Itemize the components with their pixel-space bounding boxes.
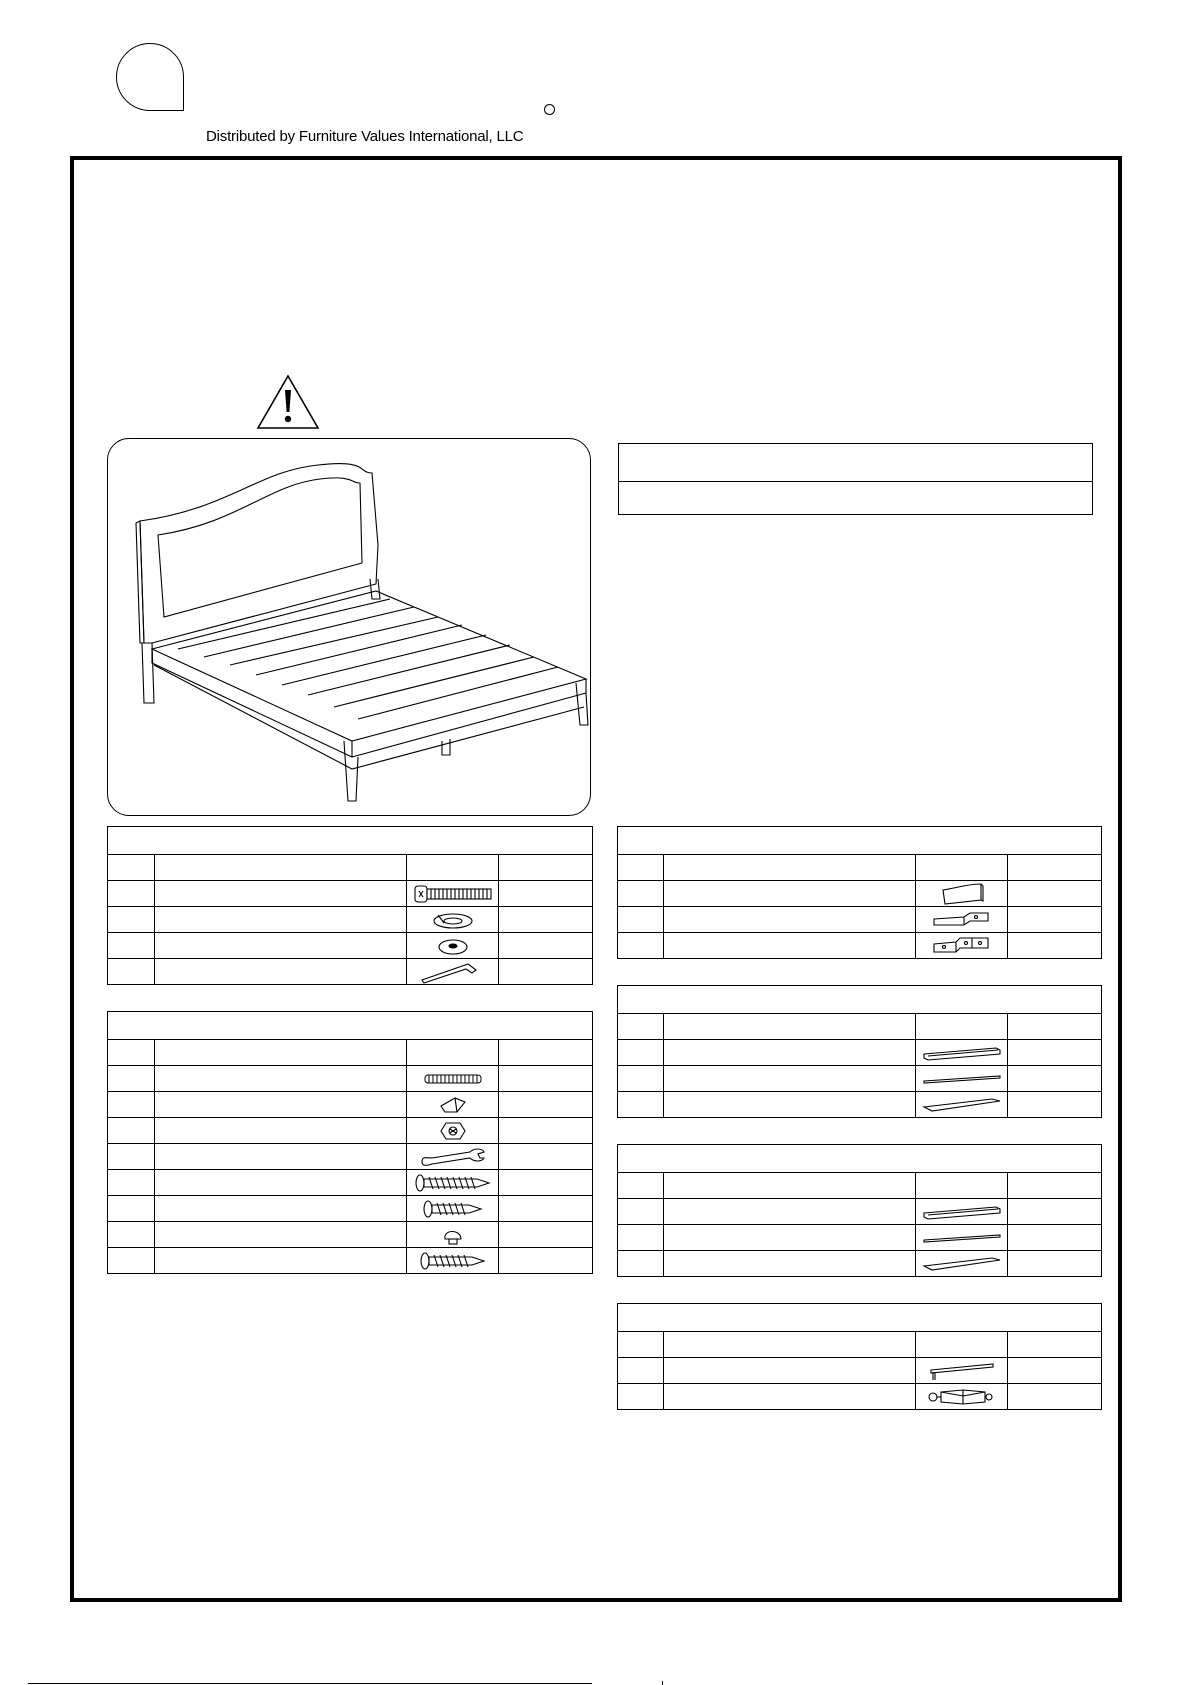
center-rail-icon <box>927 1360 997 1382</box>
bottom-rule <box>28 1683 592 1684</box>
rails-table-a <box>617 985 1102 1118</box>
table-row <box>108 1118 593 1144</box>
warning-triangle-icon <box>256 374 320 430</box>
table-column-headers <box>618 1173 1102 1199</box>
bolt-icon <box>413 883 493 905</box>
table-row <box>618 1384 1102 1410</box>
headboard-panel-icon <box>937 882 987 906</box>
product-illustration-box <box>107 438 591 816</box>
panels-table-a <box>617 826 1102 959</box>
long-screw-icon <box>413 1172 493 1194</box>
table-column-headers <box>618 1014 1102 1040</box>
table-row <box>618 1358 1102 1384</box>
table-row <box>108 1196 593 1222</box>
table-header <box>618 1145 1102 1173</box>
table-row <box>108 1222 593 1248</box>
nut-icon <box>438 1119 468 1143</box>
threaded-rod-icon <box>421 1071 485 1087</box>
table-row <box>108 881 593 907</box>
clip-icon <box>435 1094 471 1116</box>
table-row <box>618 1251 1102 1277</box>
distributor-text: Distributed by Furniture Values International, LLC <box>206 128 524 145</box>
slat-strip-icon <box>922 1230 1002 1246</box>
info-box-divider <box>619 481 1092 482</box>
info-box <box>618 443 1093 515</box>
table-column-headers <box>108 1040 593 1066</box>
table-row <box>618 933 1102 959</box>
slat-board-icon <box>922 1095 1002 1115</box>
knob-icon <box>439 1223 467 1247</box>
table-row <box>618 1199 1102 1225</box>
flat-washer-icon <box>433 935 473 957</box>
table-header <box>108 1012 593 1040</box>
table-row <box>618 1225 1102 1251</box>
table-row <box>108 907 593 933</box>
table-row <box>108 1170 593 1196</box>
table-row <box>108 933 593 959</box>
table-row <box>618 1066 1102 1092</box>
medium-screw-icon <box>418 1250 488 1272</box>
rails-table-b <box>617 1144 1102 1277</box>
table-row <box>618 1040 1102 1066</box>
table-row <box>618 881 1102 907</box>
wrench-icon <box>418 1146 488 1168</box>
short-screw-icon <box>421 1198 485 1220</box>
table-header <box>108 827 593 855</box>
rail-bracket-double-icon <box>930 934 994 958</box>
table-column-headers <box>618 855 1102 881</box>
bottom-tick <box>662 1681 663 1685</box>
side-rail-icon <box>922 1042 1002 1064</box>
allen-key-icon <box>418 960 488 984</box>
platform-bed-drawing <box>108 439 592 817</box>
rail-bracket-icon <box>930 909 994 931</box>
table-row <box>618 1092 1102 1118</box>
lock-washer-icon <box>428 909 478 931</box>
table-column-headers <box>618 1332 1102 1358</box>
support-leg-icon <box>927 1386 997 1408</box>
table-row <box>618 907 1102 933</box>
table-column-headers <box>108 855 593 881</box>
table-row <box>108 1066 593 1092</box>
teardrop-logo-icon <box>116 43 184 111</box>
slat-board-icon <box>922 1254 1002 1274</box>
hardware-table-b <box>107 1011 593 1274</box>
registered-mark-icon <box>544 104 555 115</box>
side-rail-icon <box>922 1201 1002 1223</box>
table-header <box>618 986 1102 1014</box>
table-row <box>108 1144 593 1170</box>
table-header <box>618 1304 1102 1332</box>
hardware-table-a <box>107 826 593 985</box>
table-header <box>618 827 1102 855</box>
slat-strip-icon <box>922 1071 1002 1087</box>
table-row <box>108 959 593 985</box>
table-row <box>108 1248 593 1274</box>
table-row <box>108 1092 593 1118</box>
supports-table <box>617 1303 1102 1410</box>
